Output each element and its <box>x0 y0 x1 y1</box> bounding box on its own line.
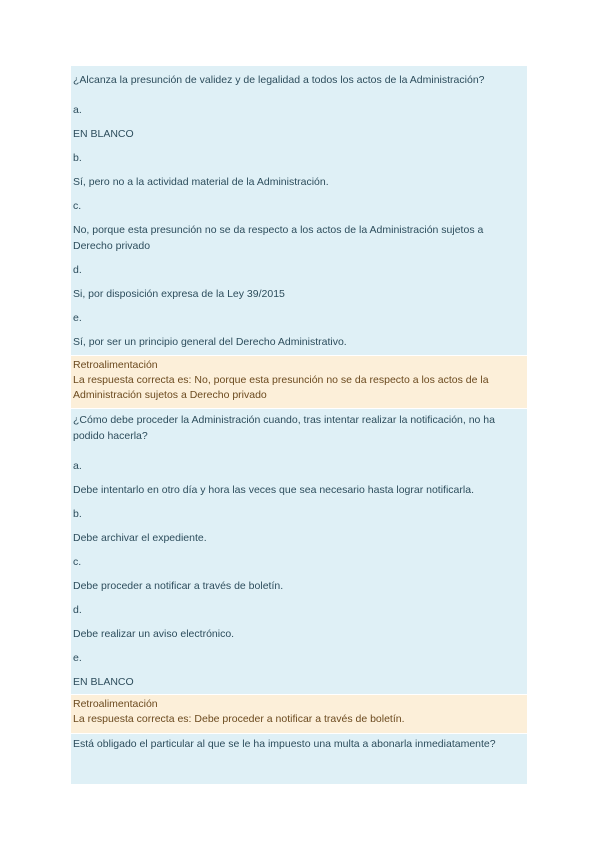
option-text: Sí, pero no a la actividad material de la Administración. <box>73 176 329 188</box>
option-letter: d. <box>73 264 82 276</box>
option-text: Sí, por ser un principio general del Derecho Administrativo. <box>73 336 347 348</box>
option-text: Debe intentarlo en otro día y hora las veces que sea necesario hasta lograr notificarla. <box>73 484 474 496</box>
feedback-title: Retroalimentación <box>73 359 158 371</box>
option-text: Debe realizar un aviso electrónico. <box>73 628 235 640</box>
question-1-prompt: ¿Alcanza la presunción de validez y de legalidad a todos los actos de la Administración? <box>73 74 485 86</box>
feedback-text: La respuesta correcta es: No, porque esta presunción no se da respecto a los actos de la Administración sujetos a Derecho privado <box>73 374 489 401</box>
option-text: Si, por disposición expresa de la Ley 39/2015 <box>73 288 285 300</box>
question-1 <box>71 66 527 355</box>
option-letter: a. <box>73 460 82 472</box>
feedback-2 <box>71 695 527 733</box>
option-letter: e. <box>73 652 82 664</box>
question-2 <box>71 409 527 694</box>
option-letter: c. <box>73 556 82 568</box>
option-text: Debe archivar el expediente. <box>73 532 207 544</box>
option-letter: c. <box>73 200 82 212</box>
feedback-text: La respuesta correcta es: Debe proceder a notificar a través de boletín. <box>73 713 405 725</box>
option-letter: d. <box>73 604 82 616</box>
option-text: Debe proceder a notificar a través de boletín. <box>73 580 284 592</box>
option-letter: e. <box>73 312 82 324</box>
option-text: EN BLANCO <box>73 676 134 688</box>
option-letter: b. <box>73 508 82 520</box>
question-3 <box>71 734 527 784</box>
option-text: No, porque esta presunción no se da respecto a los actos de la Administración sujetos a Derecho privado <box>73 224 484 252</box>
option-letter: a. <box>73 104 82 116</box>
option-text: EN BLANCO <box>73 128 134 140</box>
feedback-title: Retroalimentación <box>73 698 158 710</box>
question-2-prompt: ¿Cómo debe proceder la Administración cuando, tras intentar realizar la notificación, no ha podido hacerla? <box>73 414 495 442</box>
feedback-1 <box>71 356 527 408</box>
option-letter: b. <box>73 152 82 164</box>
question-3-prompt: Está obligado el particular al que se le ha impuesto una multa a abonarla inmediatamente? <box>73 738 496 750</box>
